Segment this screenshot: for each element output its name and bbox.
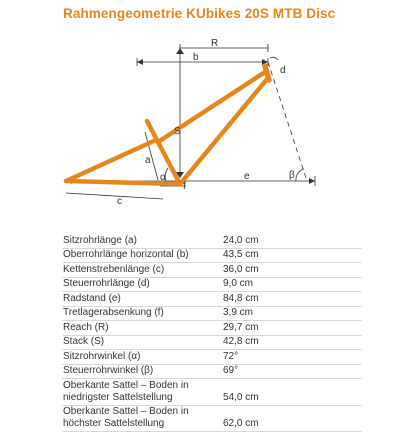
spec-row: Oberkante Sattel – Boden in höchster Sattelstellung 62,0 cm	[62, 406, 362, 432]
chainstay-dimension-line	[66, 193, 163, 199]
d-arrow	[270, 57, 278, 60]
head-tube	[265, 66, 269, 80]
label-e: e	[244, 171, 250, 182]
label-b: b	[193, 52, 199, 63]
label-alpha: α	[160, 172, 166, 183]
bike-frame	[66, 66, 269, 184]
spec-row: Sitzrohrwinkel (α) 72°	[62, 350, 362, 365]
down-tube	[180, 78, 268, 184]
label-S: S	[174, 126, 181, 137]
spec-row: Tretlagerabsenkung (f) 3,9 cm	[62, 307, 362, 322]
label-a: a	[145, 155, 151, 166]
spec-row: Steuerrohrwinkel (β) 69°	[62, 365, 362, 380]
spec-row: Sitzrohrlänge (a) 24,0 cm	[62, 234, 362, 249]
page-title: Rahmengeometrie KUbikes 20S MTB Disc	[63, 6, 335, 21]
label-R: R	[211, 38, 218, 49]
label-f: f	[183, 181, 186, 192]
label-c: c	[117, 196, 122, 207]
spec-row: Radstand (e) 84,8 cm	[62, 292, 362, 307]
spec-row: Oberkante Sattel – Boden in niedrigster Sattelstellung 54,0 cm	[62, 379, 362, 406]
geometry-spec-table	[62, 234, 362, 432]
spec-row: Steuerrohrlänge (d) 9,0 cm	[62, 278, 362, 293]
frame-geometry-diagram	[0, 30, 416, 225]
seat-stay	[66, 140, 156, 181]
spec-row: Reach (R) 29,7 cm	[62, 321, 362, 336]
steering-axis-line	[268, 62, 307, 181]
beta-angle-arc	[296, 169, 304, 181]
spec-row: Oberrohrlänge horizontal (b) 43,5 cm	[62, 249, 362, 264]
spec-row: Stack (S) 42,8 cm	[62, 336, 362, 351]
label-d: d	[280, 65, 286, 76]
label-beta: β	[289, 170, 295, 181]
spec-row: Kettenstrebenlänge (c) 36,0 cm	[62, 263, 362, 278]
